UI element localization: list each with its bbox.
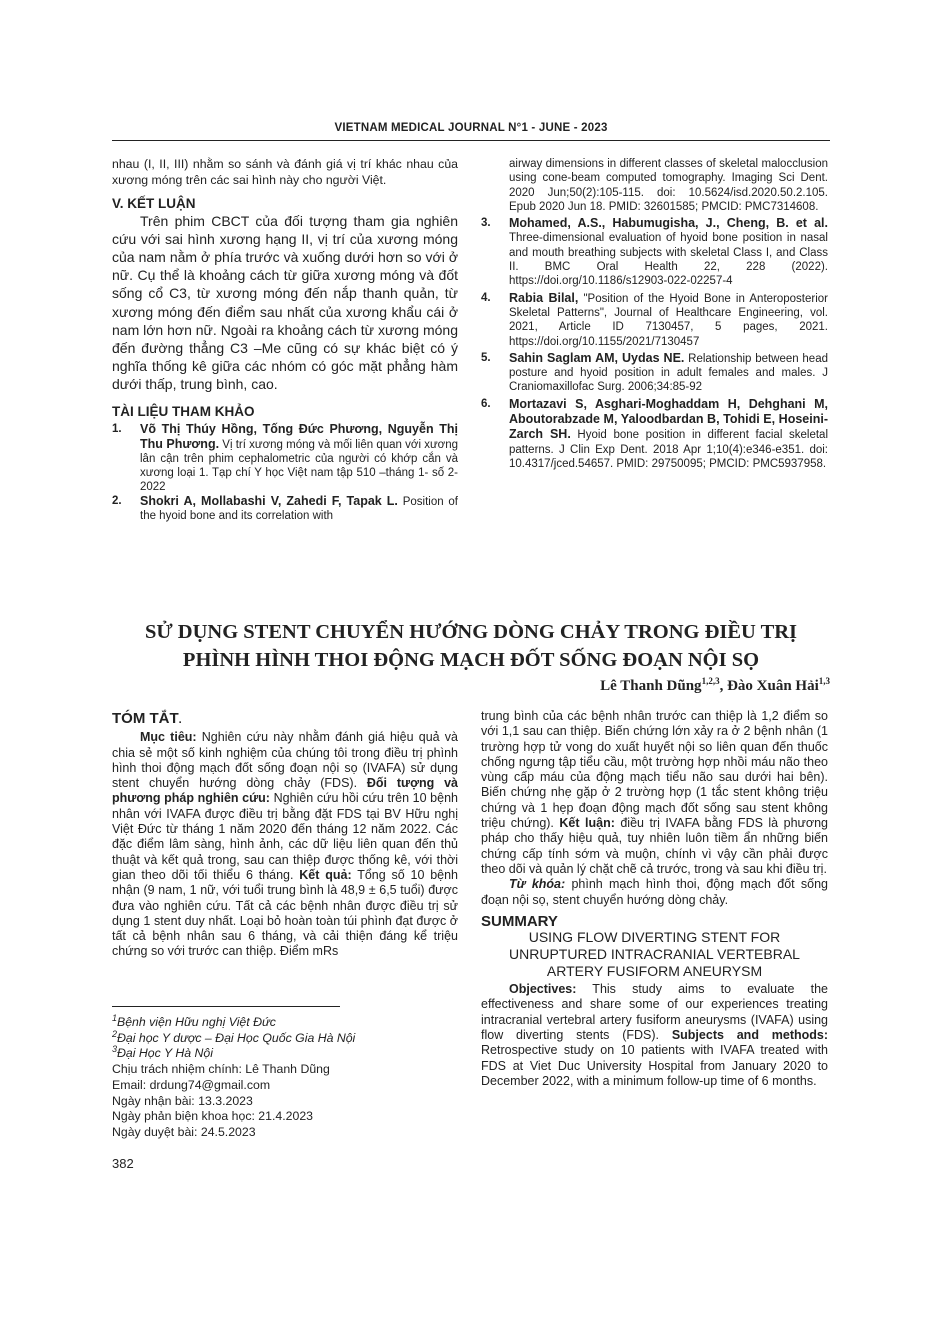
reference-authors: Mortazavi S, Asghari-Moghaddam H, Dehghani M, Aboutorabzade M, Yaloodbardan B, Tohidi E, Hoseini-Zarch SH.: [509, 396, 828, 442]
conclusion-text: Trên phim CBCT của đối tượng tham gia nghiên cứu với sai hình xương hạng II, vị trí của xương móng của nam nằm ở phía trước và xuống dưới hơn so với ở nữ. Cụ thể là khoảng cách từ giữa xương móng và đốt sống cổ C3, từ xương móng đến nắp thanh quản, từ xương móng đến điểm sau nhất của xương khẩu cái ở nam lớn hơn nữ. Ngoài ra khoảng cách từ xương móng đến đường thẳng C3 –Me cũng có sự khác biệt có ý nghĩa thống kê giữa các nhóm có góc mặt phẳng hàm dưới thấp, trung bình, cao.: [112, 212, 458, 393]
author-separator: ,: [719, 678, 728, 694]
conclusion-heading: V. KẾT LUẬN: [112, 196, 196, 211]
top-right-column: [481, 157, 828, 471]
page-number: 382: [112, 1156, 134, 1171]
affiliation-number: 3: [112, 1044, 118, 1055]
affiliation-3: [112, 1046, 458, 1062]
reference-text: "Position of the Hyoid Bone in Anteroposterior Skeletal Patterns", Journal of Healthcare Engineering, vol. 2021, Article ID 7130457, 5 pages, 2021. https://doi.org/10.1155/2021/7130457: [509, 292, 829, 348]
results-continuation: trung bình của các bệnh nhân trước can thiệp là 1,2 điểm so với 1,1 sau can thiệp. Biến chứng lớn xảy ra ở 2 bệnh nhân (1 trường hợp tử vong do xuất huyết nội so liên quan đến thuốc chống ngưng tập tiểu cầu, một trường hợp nhồi máu não theo vùng cấp máu của động mạch tiểu não sau dưới hai bên). Biến chứng nhẹ gặp ở 2 trường hợp (1 tắc stent không triệu chứng và 1 hẹp đoạn động mạch đốt sống sau stent không triệu chứng).: [481, 709, 828, 831]
date-received: Ngày nhận bài: 13.3.2023: [112, 1093, 253, 1108]
affiliation-1: [112, 1012, 458, 1031]
top-left-column: [112, 157, 458, 523]
subjects-methods-text: Retrospective study on 10 patients with IVAFA treated with FDS at Viet Duc University Hospital from January 2020 to December 2022, with a minimum follow-up time of 6 months.: [481, 1043, 828, 1088]
references-list-left: [112, 422, 458, 523]
reference-number: 2.: [112, 495, 122, 508]
results-text: Tổng số 10 bệnh nhận (9 nam, 1 nữ, với tuổi trung bình là 48,9 ± 6,5 tuổi) được đưa vào nghiên cứu. Tất cả các bệnh nhân được điều trị sử dụng 1 stent duy nhất. Loại bỏ hoàn toàn túi phình đạt được ở tất cả bệnh nhân sau 6 tháng, và cải thiện đáng kể triệu chứng so với trước can thiệp. Điểm mRs: [112, 867, 459, 959]
objectives-label: Objectives:: [509, 982, 577, 997]
reference-number: 4.: [481, 291, 491, 304]
reference-item: [481, 397, 828, 471]
author-name: Đào Xuân Hải: [727, 678, 819, 694]
affiliation-text: Bệnh viện Hữu nghị Việt Đức: [117, 1015, 276, 1029]
abstract-heading-dot: .: [178, 714, 182, 726]
affiliation-number: 2: [112, 1028, 118, 1039]
summary-title-line-3: ARTERY FUSIFORM ANEURYSM: [546, 963, 763, 980]
reference-item: [112, 494, 458, 523]
summary-body: [481, 982, 828, 1089]
keywords-label: Từ khóa:: [509, 877, 566, 892]
abstract-heading: [112, 711, 458, 728]
reference-continuation: airway dimensions in different classes of skeletal malocclusion using cone-beam computed tomography. Imaging Sci Dent. 2020 Jun;50(2):105-115. doi: 10.5624/isd.2020.50.2.105. Epub 2020 Jun 18. PMID: 32601585; PMCID: PMC7314608.: [509, 158, 828, 213]
reference-item: [481, 351, 828, 395]
article-title-line-1: SỬ DỤNG STENT CHUYỂN HƯỚNG DÒNG CHẢY TRONG ĐIỀU TRỊ: [144, 621, 798, 643]
affiliation-text: Đại học Y dược – Đại Học Quốc Gia Hà Nội: [117, 1030, 356, 1045]
conclusion-text: điều trị IVAFA bằng FDS là phương pháp cho thấy hiệu quả, tuy nhiên luôn tiềm ẩn những biến chứng cấp tính sớm và muộn, chính vì vậy cần phải được theo dõi và quản lý chặt chẽ cả trước, trong và sau khi điều trị.: [481, 816, 828, 876]
date-reviewed: Ngày phản biện khoa học: 21.4.2023: [112, 1109, 314, 1124]
article-title-line-2: PHÌNH HÌNH THOI ĐỘNG MẠCH ĐỐT SỐNG ĐOẠN NỘI SỌ: [182, 649, 760, 671]
author-name: Lê Thanh Dũng: [600, 678, 702, 694]
results-label: Kết quả:: [299, 867, 352, 882]
reference-number: 3.: [481, 217, 491, 230]
abstract-continuation: [481, 709, 828, 877]
affiliation-number: 1: [112, 1012, 118, 1023]
summary-title-line-2: UNRUPTURED INTRACRANIAL VERTEBRAL: [509, 946, 800, 963]
discussion-tail: nhau (I, II, III) nhằm so sánh và đánh giá vị trí khác nhau của xương móng trên các sai hình này cho người Việt.: [112, 157, 458, 187]
subjects-methods-label: Subjects and methods:: [671, 1028, 828, 1043]
reference-item: [481, 216, 828, 288]
affiliation-2: [112, 1028, 458, 1047]
header-rule: [112, 140, 830, 141]
summary-title: [481, 929, 828, 980]
reference-authors: Sahin Saglam AM, Uydas NE.: [509, 350, 685, 365]
reference-text: Position of the hyoid bone and its correlation with: [140, 496, 458, 523]
keywords-text: phình mạch hình thoi, động mạch đốt sống đoạn nội sọ, stent chuyển hướng dòng chảy.: [481, 877, 828, 907]
article-authors: [600, 678, 830, 695]
footnote-rule: [112, 1006, 340, 1007]
summary-title-line-1: USING FLOW DIVERTING STENT FOR: [528, 929, 781, 946]
reference-item: [112, 422, 458, 494]
footnotes: [112, 1012, 458, 1141]
reference-authors: Shokri A, Mollabashi V, Zahedi F, Tapak L.: [140, 494, 398, 509]
reference-authors: Mohamed, A.S., Habumugisha, J., Cheng, B. et al.: [509, 216, 828, 231]
references-heading: TÀI LIỆU THAM KHẢO: [112, 403, 255, 419]
objective-text: Nghiên cứu này nhằm đánh giá hiệu quả và chia sẻ một số kinh nghiệm của chúng tôi trong điều trị phình hình thoi động mạch đốt sống đoạn nội sọ (IVAFA) sử dụng stent chuyển hướng dòng chảy (FDS).: [112, 730, 459, 791]
reference-authors: Võ Thị Thúy Hồng, Tống Đức Phương, Nguyễn Thị Thu Phương.: [140, 422, 458, 452]
reference-authors: Rabia Bilal,: [509, 290, 579, 305]
corresponding-email: Email: drdung74@gmail.com: [112, 1077, 271, 1092]
abstract-heading-text: TÓM TẮT: [112, 710, 179, 727]
affiliation-text: Đại Học Y Hà Nội: [117, 1046, 213, 1061]
abstract-body: [112, 730, 458, 959]
corresponding-author: Chịu trách nhiệm chính: Lê Thanh Dũng: [112, 1062, 330, 1077]
reference-item: [481, 291, 828, 349]
abstract-left-column: [112, 711, 458, 960]
date-accepted: Ngày duyệt bài: 24.5.2023: [112, 1124, 256, 1139]
keywords: [481, 877, 828, 908]
reference-number: 6.: [481, 397, 491, 410]
reference-text: Three-dimensional evaluation of hyoid bone position in nasal and mouth breathing subjects with skeletal Class I, and Class II. BMC Oral Health 22, 228 (2022). https://doi.org/10.1186/s12903-022-02257-4: [509, 232, 828, 288]
author-affiliation: 1,3: [818, 676, 830, 686]
objectives-text: This study aims to evaluate the effectiveness and share some of our experiences treating intracranial vertebral artery fusiform aneurysms (IVAFA) using flow diverting stents (FDS).: [481, 982, 828, 1043]
author-affiliation: 1,2,3: [701, 676, 720, 686]
reference-text: Relationship between head posture and hyoid position in adult females and males. J Craniomaxillofac Surg. 2006;34:85-92: [509, 352, 828, 394]
methods-text: Nghiên cứu hồi cứu trên 10 bệnh nhân với IVAFA được điều trị bằng đặt FDS tại BV Hữu nghị Việt Đức từ tháng 1 năm 2020 đến tháng 12 năm 2022. Các đặc điểm lâm sàng, hình ảnh, các dữ liệu liên quan đến thủ thuật và kết quả trong, sau can thiệp được thống kê, với thời gian theo dõi tối thiểu 6 tháng.: [112, 791, 458, 882]
objective-label: Mục tiêu:: [140, 730, 197, 745]
summary-heading: SUMMARY: [481, 912, 558, 930]
reference-number: 5.: [481, 351, 491, 364]
journal-header: VIETNAM MEDICAL JOURNAL N°1 - JUNE - 2023: [334, 122, 608, 134]
reference-text: Hyoid bone position in different facial skeletal patterns. J Clin Exp Dent. 2018 Apr 1;10(4):e346-e351. doi: 10.4317/jced.54657. PMID: 29750095; PMCID: PMC5937958.: [509, 429, 828, 470]
methods-label: Đối tượng và phương pháp nghiên cứu:: [112, 776, 458, 806]
abstract-right-column: [481, 709, 828, 1089]
reference-number: 1.: [112, 423, 122, 436]
article-title: [0, 618, 942, 674]
reference-text: Vị trí xương móng và mối liên quan với xương lân cận trên phim cephalometric của người có khớp cắn và xương loại 1. Tạp chí Y học Việt nam tập 510 –tháng 1- số 2- 2022: [140, 439, 458, 494]
conclusion-label: Kết luận:: [559, 816, 615, 831]
